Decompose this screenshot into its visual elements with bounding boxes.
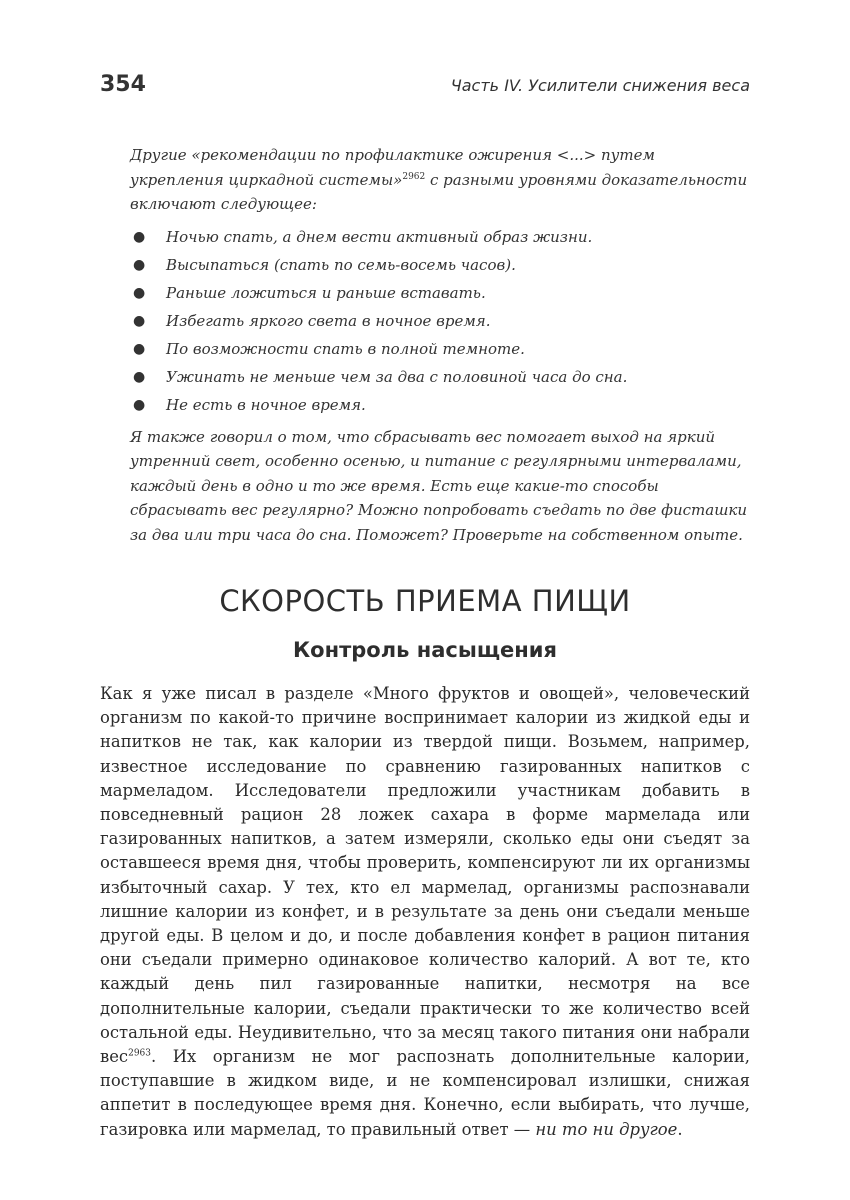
page-header <box>100 72 750 102</box>
body-text-part1: Как я уже писал в разделе «Много фруктов и овощей», человеческий организм по какой-то причине воспринимает калории из жидкой еды и напитков не так, как калории из твердой пищи. Возьмем, например, известное исследование по сравнению газированных напитков с мармеладом. Исследователи предложили участникам добавить в повседневный рацион 28 ложек сахара в форме мармелада или газированных напитков, а затем измеряли, сколько еды они съедят за оставшееся время дня, чтобы проверить, компенсируют ли их организмы избыточный сахар. У тех, кто ел мармелад, организмы распознавали лишние калории из конфет, и в результате за день они съедали меньше другой еды. В целом и до, и после добавления конфет в рацион питания они съедали примерно одинаковое количество калорий. А вот те, кто каждый день пил газированные напитки, несмотря на все дополнительные калории, съедали практически то же количество всей остальной еды. Неудивительно, что за месяц такого питания они набрали вес <box>100 684 750 1067</box>
bullet-icon: ● <box>133 368 146 385</box>
bullet-icon: ● <box>133 340 146 357</box>
footnote-ref-2963: 2963 <box>128 1048 152 1059</box>
intro-lead <box>130 143 750 217</box>
intro-closing: Я также говорил о том, что сбрасывать вес помогает выход на яркий утренний свет, особенно осенью, и питание с регулярными интервалами, каждый день в одно и то же время. Есть еще какие-то способы сбрасывать вес регулярно? Можно попробовать съедать по две фисташки за два или три часа до сна. Поможет? Проверьте на собственном опыте. <box>130 427 748 544</box>
list-item: ● Ужинать не меньше чем за два с половиной часа до сна. <box>130 363 750 391</box>
recommendation-list <box>130 223 750 419</box>
intro-lead-text: Другие «рекомендации по профилактике ожирения <...> путем укрепления циркадной системы» <box>130 146 655 189</box>
bullet-icon: ● <box>133 228 146 245</box>
list-item: ● Раньше ложиться и раньше вставать. <box>130 279 750 307</box>
subsection-title: Контроль насыщения <box>293 638 557 662</box>
list-item: ● Не есть в ночное время. <box>130 391 750 419</box>
page-number: 354 <box>100 72 146 97</box>
intro-block <box>130 143 750 547</box>
section-title: СКОРОСТЬ ПРИЕМА ПИЩИ <box>219 584 631 618</box>
bullet-icon: ● <box>133 256 146 273</box>
list-item: ● Высыпаться (спать по семь-восемь часов). <box>130 251 750 279</box>
body-paragraph <box>100 682 750 1142</box>
bullet-icon: ● <box>133 284 146 301</box>
intro-lead-tail: с разными уровнями доказательности включают следующее: <box>130 170 748 213</box>
body-text-end: . <box>677 1119 683 1139</box>
list-item: ● Ночью спать, а днем вести активный образ жизни. <box>130 223 750 251</box>
bullet-icon: ● <box>133 396 146 413</box>
list-item: ● Избегать яркого света в ночное время. <box>130 307 750 335</box>
body-emphasis: ни то ни другое <box>535 1119 678 1139</box>
running-title: Часть IV. Усилители снижения веса <box>450 76 750 95</box>
list-item: ● По возможности спать в полной темноте. <box>130 335 750 363</box>
body-text-part2: . Их организм не мог распознать дополнительные калории, поступавшие в жидком виде, и не компенсировал излишки, снижая аппетит в последующее время дня. Конечно, если выбирать, что лучше, газировка или мармелад, то правильный ответ — <box>100 1047 750 1139</box>
footnote-ref-2962: 2962 <box>402 171 426 182</box>
bullet-icon: ● <box>133 312 146 329</box>
